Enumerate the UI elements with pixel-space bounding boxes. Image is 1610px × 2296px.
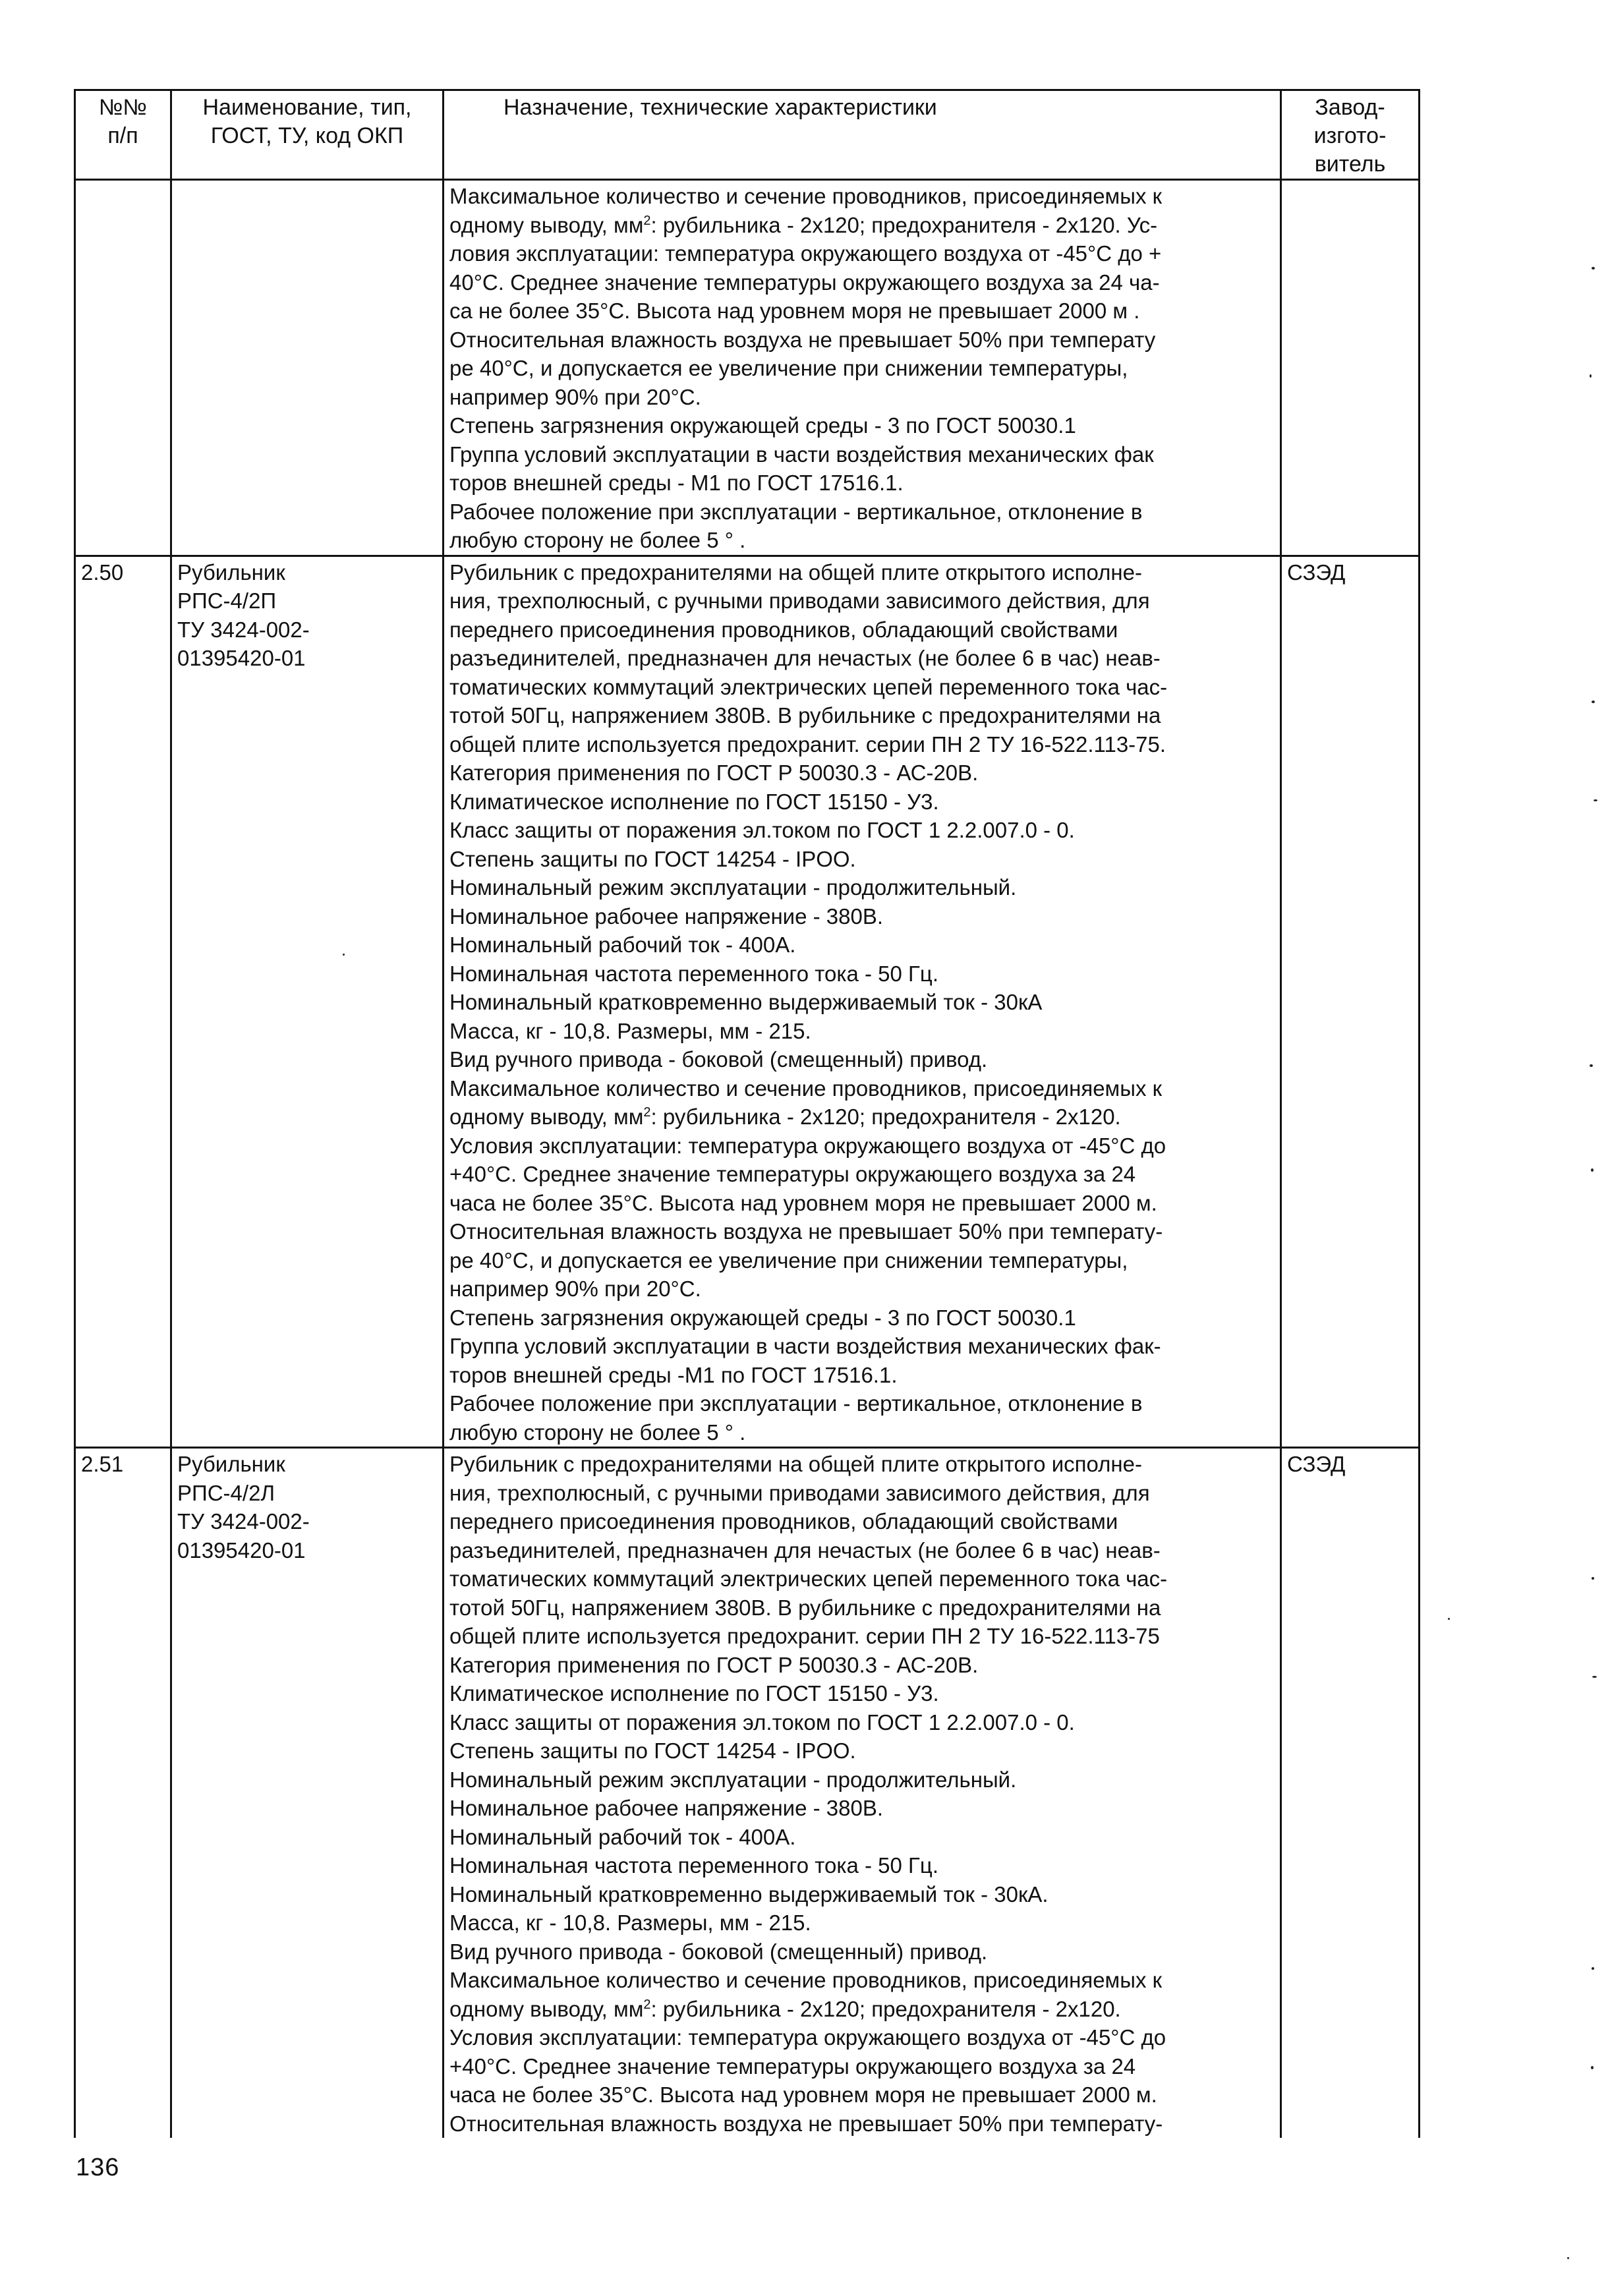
- description-lines: [449, 558, 1275, 1447]
- description-line: са не более 35°С. Высота над уровнем моря не превышает 2000 м .: [449, 299, 1140, 323]
- description-line: Максимальное количество и сечение проводников, присоединяемых к: [449, 184, 1163, 208]
- cell-manufacturer: СЗЭД: [1281, 556, 1420, 1448]
- description-line: Номинальное рабочее напряжение - 380В.: [449, 1796, 884, 1820]
- scan-speck: [1448, 1618, 1450, 1620]
- description-line: Степень защиты по ГОСТ 14254 - IPOO.: [449, 846, 856, 871]
- description-line: тотой 50Гц, напряжением 380В. В рубильнике с предохранителями на: [449, 1595, 1161, 1620]
- cell-description: [444, 1448, 1281, 2138]
- description-line: Климатическое исполнение по ГОСТ 15150 - У3.: [449, 1681, 939, 1706]
- scan-speck: [1594, 799, 1597, 801]
- header-purpose: Назначение, технические характеристики: [444, 90, 1281, 180]
- description-line: Класс защиты от поражения эл.током по ГОСТ 1 2.2.007.0 - 0.: [449, 1709, 1075, 1735]
- description-line: Масса, кг - 10,8. Размеры, мм - 215.: [449, 1018, 811, 1043]
- scan-speck: [1590, 1064, 1593, 1067]
- description-line: Рабочее положение при эксплуатации - вертикальное, отклонение в: [449, 1391, 1143, 1416]
- description-line: Вид ручного привода - боковой (смещенный) привод.: [449, 1047, 988, 1072]
- description-line: Номинальный кратковременно выдерживаемый ток - 30кА.: [449, 1881, 1049, 1907]
- description-lines: [449, 1450, 1275, 2138]
- description-line: Номинальный режим эксплуатации - продолжительный.: [449, 1767, 1017, 1792]
- scan-speck: [343, 954, 345, 956]
- description-line: Условия эксплуатации: температура окружающего воздуха от -45°С до: [449, 2025, 1166, 2050]
- header-manufacturer: Завод- изгото- витель: [1281, 90, 1420, 180]
- description-line: одному выводу, $мм^2$: рубильника - 2х120; предохранителя - 2х120.: [449, 1996, 1121, 2021]
- description-line: Рубильник с предохранителями на общей плите открытого исполне-: [449, 560, 1142, 585]
- description-line: Условия эксплуатации: температура окружающего воздуха от -45°С до: [449, 1133, 1166, 1158]
- description-line: любую сторону не более 5 ° .: [449, 1420, 746, 1445]
- description-line: ре 40°С, и допускается ее увеличение при снижении температуры,: [449, 1248, 1128, 1273]
- description-line: разъединителей, предназначен для нечастых (не более 6 в час) неав-: [449, 1537, 1161, 1563]
- cell-number-empty: [75, 180, 171, 556]
- description-line: Класс защиты от поражения эл.током по ГОСТ 1 2.2.007.0 - 0.: [449, 818, 1075, 842]
- description-line: торов внешней среды - М1 по ГОСТ 17516.1.: [449, 471, 904, 495]
- description-line: Степень загрязнения окружающей среды - 3 по ГОСТ 50030.1: [449, 413, 1076, 438]
- description-line: Относительная влажность воздуха не превышает 50% при температу-: [449, 2111, 1163, 2136]
- description-line: Масса, кг - 10,8. Размеры, мм - 215.: [449, 1910, 811, 1935]
- description-line: Номинальная частота переменного тока - 50 Гц.: [449, 961, 938, 986]
- scan-speck: [1591, 1168, 1594, 1172]
- description-line: часа не более 35°С. Высота над уровнем моря не превышает 2000 м.: [449, 1190, 1157, 1215]
- cell-number: 2.50: [75, 556, 171, 1448]
- cell-manufacturer: СЗЭД: [1281, 1448, 1420, 2138]
- description-line: Номинальный режим эксплуатации - продолжительный.: [449, 875, 1017, 900]
- description-line: Номинальный рабочий ток - 400А.: [449, 933, 796, 957]
- description-line: общей плите используется предохранит. серии ПН 2 ТУ 16-522.113-75.: [449, 732, 1166, 757]
- cell-description: [444, 180, 1281, 556]
- description-line: Номинальная частота переменного тока - 50 Гц.: [449, 1853, 938, 1878]
- scan-speck: [1592, 267, 1595, 270]
- cell-name-empty: [171, 180, 444, 556]
- description-line: общей плите используется предохранит. серии ПН 2 ТУ 16-522.113-75: [449, 1624, 1160, 1648]
- description-line: часа не более 35°С. Высота над уровнем моря не превышает 2000 м.: [449, 2082, 1157, 2107]
- cell-name: Рубильник РПС-4/2П ТУ 3424-002- 01395420-01: [171, 556, 444, 1448]
- description-line: ловия эксплуатации: температура окружающего воздуха от -45°С до +: [449, 241, 1162, 266]
- cell-number: 2.51: [75, 1448, 171, 2138]
- description-line: Номинальный кратковременно выдерживаемый ток - 30кА: [449, 990, 1043, 1014]
- scan-speck: [1590, 374, 1592, 378]
- description-line: любую сторону не более 5 ° .: [449, 528, 746, 552]
- description-line: Рабочее положение при эксплуатации - вертикальное, отклонение в: [449, 499, 1143, 524]
- description-line: одному выводу, $мм^2$: рубильника - 2х120; предохранителя - 2х120. Ус-: [449, 212, 1158, 237]
- description-line: например 90% при 20°С.: [449, 1277, 701, 1301]
- description-line: переднего присоединения проводников, обладающий свойствами: [449, 617, 1118, 642]
- scan-speck: [1592, 1577, 1594, 1580]
- description-line: переднего присоединения проводников, обладающий свойствами: [449, 1509, 1118, 1534]
- cell-description: [444, 556, 1281, 1448]
- description-line: Номинальный рабочий ток - 400А.: [449, 1824, 796, 1849]
- scan-speck: [1592, 1676, 1597, 1678]
- description-line: Относительная влажность воздуха не превышает 50% при температу: [449, 327, 1156, 352]
- table-row: [75, 1448, 1420, 2138]
- description-line: Степень загрязнения окружающей среды - 3 по ГОСТ 50030.1: [449, 1305, 1076, 1330]
- description-line: Степень защиты по ГОСТ 14254 - IPOO.: [449, 1738, 856, 1763]
- description-line: Относительная влажность воздуха не превышает 50% при температу-: [449, 1219, 1163, 1244]
- page-number: 136: [76, 2154, 120, 2181]
- header-number: №№ п/п: [75, 90, 171, 180]
- cell-name: Рубильник РПС-4/2Л ТУ 3424-002- 01395420-01: [171, 1448, 444, 2138]
- scan-speck: [1592, 1967, 1594, 1970]
- description-line: Номинальное рабочее напряжение - 380В.: [449, 904, 884, 929]
- description-line: торов внешней среды -М1 по ГОСТ 17516.1.: [449, 1362, 898, 1387]
- description-line: тотой 50Гц, напряжением 380В. В рубильнике с предохранителями на: [449, 703, 1161, 728]
- table-row-continuation: [75, 180, 1420, 556]
- scan-speck: [1592, 701, 1595, 703]
- description-line: томатических коммутаций электрических цепей переменного тока час-: [449, 1566, 1168, 1591]
- description-line: Максимальное количество и сечение проводников, присоединяемых к: [449, 1076, 1163, 1101]
- description-line: Максимальное количество и сечение проводников, присоединяемых к: [449, 1968, 1163, 1992]
- description-line: Климатическое исполнение по ГОСТ 15150 - У3.: [449, 789, 939, 814]
- description-line: томатических коммутаций электрических цепей переменного тока час-: [449, 674, 1168, 699]
- description-line: ния, трехполюсный, с ручными приводами зависимого действия, для: [449, 588, 1150, 613]
- cell-manufacturer-empty: [1281, 180, 1420, 556]
- description-line: например 90% при 20°С.: [449, 384, 701, 409]
- description-line: Вид ручного привода - боковой (смещенный) привод.: [449, 1939, 988, 1964]
- description-line: разъединителей, предназначен для нечастых (не более 6 в час) неав-: [449, 646, 1161, 670]
- description-lines: [449, 182, 1275, 555]
- description-line: ния, трехполюсный, с ручными приводами зависимого действия, для: [449, 1480, 1150, 1505]
- description-line: Группа условий эксплуатации в части воздействия механических фак: [449, 442, 1154, 467]
- description-line: +40°С. Среднее значение температуры окружающего воздуха за 24: [449, 1162, 1136, 1186]
- description-line: ре 40°С, и допускается ее увеличение при снижении температуры,: [449, 356, 1128, 380]
- description-line: +40°С. Среднее значение температуры окружающего воздуха за 24: [449, 2053, 1136, 2079]
- description-line: Категория применения по ГОСТ Р 50030.3 - АС-20В.: [449, 761, 979, 785]
- description-line: Группа условий эксплуатации в части воздействия механических фак-: [449, 1334, 1161, 1358]
- table-row: [75, 556, 1420, 1448]
- scan-speck: [1591, 2066, 1594, 2069]
- description-line: 40°С. Среднее значение температуры окружающего воздуха за 24 ча-: [449, 270, 1160, 295]
- description-line: Категория применения по ГОСТ Р 50030.3 - АС-20В.: [449, 1652, 979, 1677]
- description-line: Рубильник с предохранителями на общей плите открытого исполне-: [449, 1452, 1142, 1476]
- description-line: одному выводу, $мм^2$: рубильника - 2х120; предохранителя - 2х120.: [449, 1105, 1121, 1129]
- table-header-row: [75, 90, 1420, 180]
- specification-table: [74, 89, 1420, 2138]
- scan-speck: [1567, 2257, 1569, 2259]
- header-name-type: Наименование, тип, ГОСТ, ТУ, код ОКП: [171, 90, 444, 180]
